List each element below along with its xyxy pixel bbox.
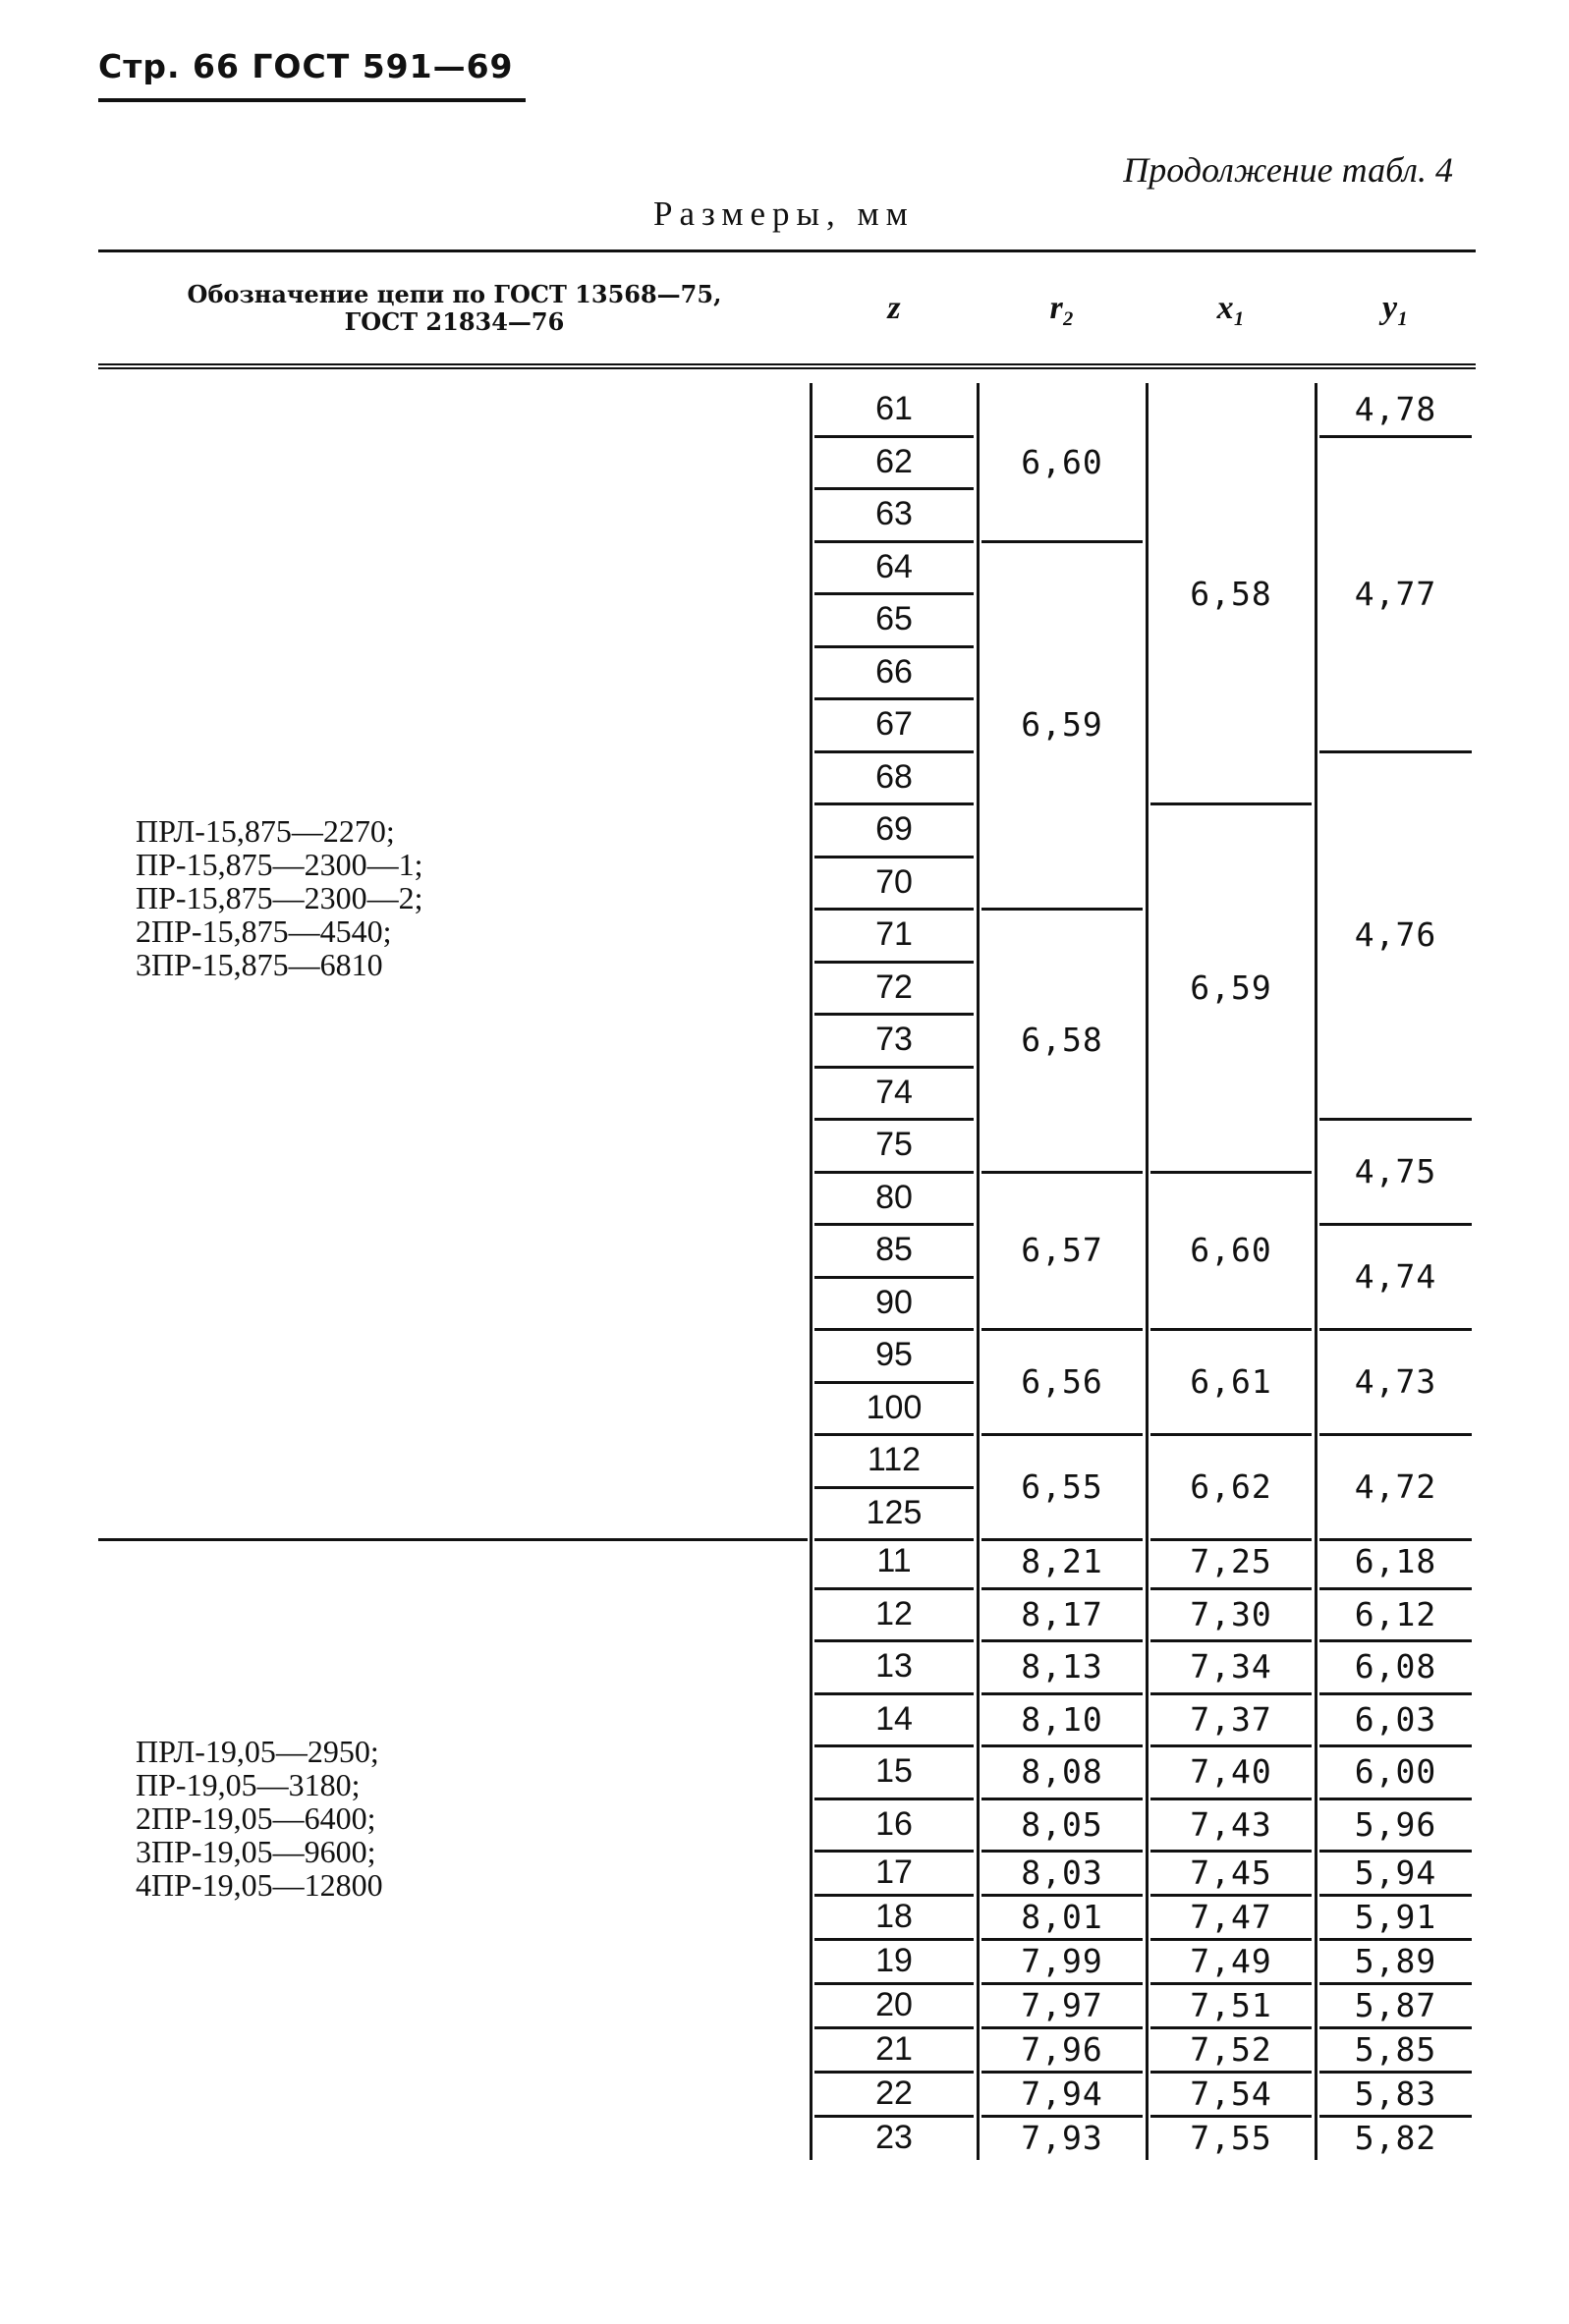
cell-z: 64	[875, 547, 913, 585]
column-header-y1: y₁	[1382, 290, 1409, 326]
cell-y1: 5,89	[1354, 1942, 1437, 1980]
cell-x1: 7,47	[1190, 1898, 1272, 1936]
cell-z: 74	[875, 1073, 913, 1111]
cell-z: 90	[875, 1283, 913, 1321]
column-rule	[810, 1539, 813, 2160]
cell-z: 16	[875, 1804, 913, 1843]
cell-z: 19	[875, 1942, 913, 1979]
cell-r2: 7,99	[1021, 1942, 1103, 1980]
cell-z: 125	[866, 1493, 923, 1531]
cell-r2: 6,59	[1021, 705, 1103, 745]
cell-y1: 6,00	[1354, 1752, 1437, 1792]
page-header: Стр. 66 ГОСТ 591—69	[98, 47, 514, 85]
cell-z: 70	[875, 862, 913, 901]
cell-r2: 6,57	[1021, 1231, 1103, 1270]
header-double-rule	[98, 363, 1476, 369]
cell-x1: 7,37	[1190, 1699, 1272, 1739]
cell-x1: 6,58	[1190, 574, 1272, 613]
cell-z: 75	[875, 1126, 913, 1164]
cell-y1: 4,75	[1354, 1152, 1437, 1190]
cell-z: 62	[875, 442, 913, 480]
cell-x1: 7,34	[1190, 1647, 1272, 1687]
cell-y1: 5,87	[1354, 1986, 1437, 2024]
cell-x1: 7,25	[1190, 1542, 1272, 1581]
column-header-r2: r₂	[1049, 290, 1075, 326]
cell-y1: 6,18	[1354, 1542, 1437, 1581]
cell-x1: 6,59	[1190, 968, 1272, 1007]
cell-z: 12	[875, 1594, 913, 1632]
cell-y1: 4,77	[1354, 574, 1437, 613]
cell-z: 17	[875, 1854, 913, 1891]
cell-r2: 8,13	[1021, 1647, 1103, 1687]
table-continuation-label: Продолжение табл. 4	[1123, 150, 1453, 190]
cell-y1: 5,85	[1354, 2030, 1437, 2069]
cell-r2: 8,05	[1021, 1804, 1103, 1844]
cell-z: 72	[875, 968, 913, 1006]
cell-z: 112	[867, 1441, 922, 1479]
cell-z: 65	[875, 600, 913, 638]
cell-z: 18	[875, 1898, 913, 1935]
cell-x1: 7,30	[1190, 1594, 1272, 1633]
cell-x1: 7,40	[1190, 1752, 1272, 1792]
cell-x1: 7,52	[1190, 2030, 1272, 2069]
cell-y1: 5,94	[1354, 1854, 1437, 1892]
cell-z: 13	[875, 1647, 913, 1686]
cell-z: 73	[875, 1021, 913, 1059]
cell-z: 95	[875, 1336, 913, 1374]
cell-r2: 6,55	[1021, 1467, 1103, 1506]
cell-r2: 7,97	[1021, 1986, 1103, 2024]
group-separator	[98, 1538, 808, 1541]
cell-r2: 7,96	[1021, 2030, 1103, 2069]
cell-y1: 6,12	[1354, 1594, 1437, 1633]
cell-z: 80	[875, 1178, 913, 1216]
cell-y1: 4,78	[1354, 390, 1437, 429]
cell-r2: 7,94	[1021, 2075, 1103, 2113]
cell-z: 23	[875, 2119, 913, 2156]
table-top-rule	[98, 249, 1476, 252]
cell-r2: 8,08	[1021, 1752, 1103, 1792]
cell-r2: 6,56	[1021, 1362, 1103, 1401]
cell-z: 85	[875, 1231, 913, 1269]
column-header-z: z	[887, 290, 901, 326]
cell-x1: 7,51	[1190, 1986, 1272, 2024]
cell-r2: 8,03	[1021, 1854, 1103, 1892]
cell-y1: 4,73	[1354, 1362, 1437, 1401]
column-rule	[1146, 1539, 1149, 2160]
cell-x1: 7,49	[1190, 1942, 1272, 1980]
cell-z: 67	[875, 705, 913, 744]
cell-z: 20	[875, 1986, 913, 2023]
header-rule	[98, 98, 526, 102]
cell-r2: 7,93	[1021, 2119, 1103, 2157]
cell-x1: 7,43	[1190, 1804, 1272, 1844]
cell-y1: 5,83	[1354, 2075, 1437, 2113]
cell-z: 22	[875, 2075, 913, 2112]
chain-designation-group-1: ПРЛ-15,875—2270; ПР-15,875—2300—1; ПР-15,875—2300—2; 2ПР-15,875—4540; 3ПР-15,875—6810	[136, 812, 423, 982]
cell-y1: 5,91	[1354, 1898, 1437, 1936]
cell-y1: 4,72	[1354, 1467, 1437, 1506]
column-header-x1: x₁	[1216, 290, 1246, 326]
cell-y1: 6,03	[1354, 1699, 1437, 1739]
cell-y1: 5,96	[1354, 1804, 1437, 1844]
cell-y1: 5,82	[1354, 2119, 1437, 2157]
cell-z: 15	[875, 1752, 913, 1791]
cell-z: 14	[875, 1699, 913, 1738]
cell-r2: 6,60	[1021, 442, 1103, 481]
cell-z: 63	[875, 495, 913, 533]
cell-x1: 6,60	[1190, 1231, 1272, 1270]
column-rule	[1315, 1539, 1317, 2160]
cell-r2: 8,10	[1021, 1699, 1103, 1739]
cell-z: 71	[875, 915, 913, 954]
cell-r2: 8,01	[1021, 1898, 1103, 1936]
cell-z: 69	[875, 810, 913, 849]
cell-z: 66	[875, 652, 913, 691]
cell-z: 21	[875, 2030, 913, 2068]
cell-x1: 7,45	[1190, 1854, 1272, 1892]
cell-z: 100	[866, 1388, 923, 1426]
cell-z: 61	[875, 390, 913, 428]
cell-x1: 7,54	[1190, 2075, 1272, 2113]
cell-x1: 6,62	[1190, 1467, 1272, 1506]
column-header-designation: Обозначение цепи по ГОСТ 13568—75, ГОСТ 21834—76	[187, 280, 722, 336]
cell-z: 68	[875, 757, 913, 796]
dimensions-label: Размеры, мм	[653, 194, 915, 233]
chain-designation-group-2: ПРЛ-19,05—2950; ПР-19,05—3180; 2ПР-19,05—6400; 3ПР-19,05—9600; 4ПР-19,05—12800	[136, 1734, 383, 1904]
cell-x1: 7,55	[1190, 2119, 1272, 2157]
cell-x1: 6,61	[1190, 1362, 1272, 1401]
cell-y1: 4,74	[1354, 1257, 1437, 1296]
cell-r2: 8,21	[1021, 1542, 1103, 1581]
cell-z: 11	[876, 1542, 912, 1580]
cell-y1: 4,76	[1354, 915, 1437, 955]
cell-y1: 6,08	[1354, 1647, 1437, 1687]
cell-r2: 8,17	[1021, 1594, 1103, 1633]
cell-r2: 6,58	[1021, 1021, 1103, 1060]
column-rule	[977, 1539, 980, 2160]
